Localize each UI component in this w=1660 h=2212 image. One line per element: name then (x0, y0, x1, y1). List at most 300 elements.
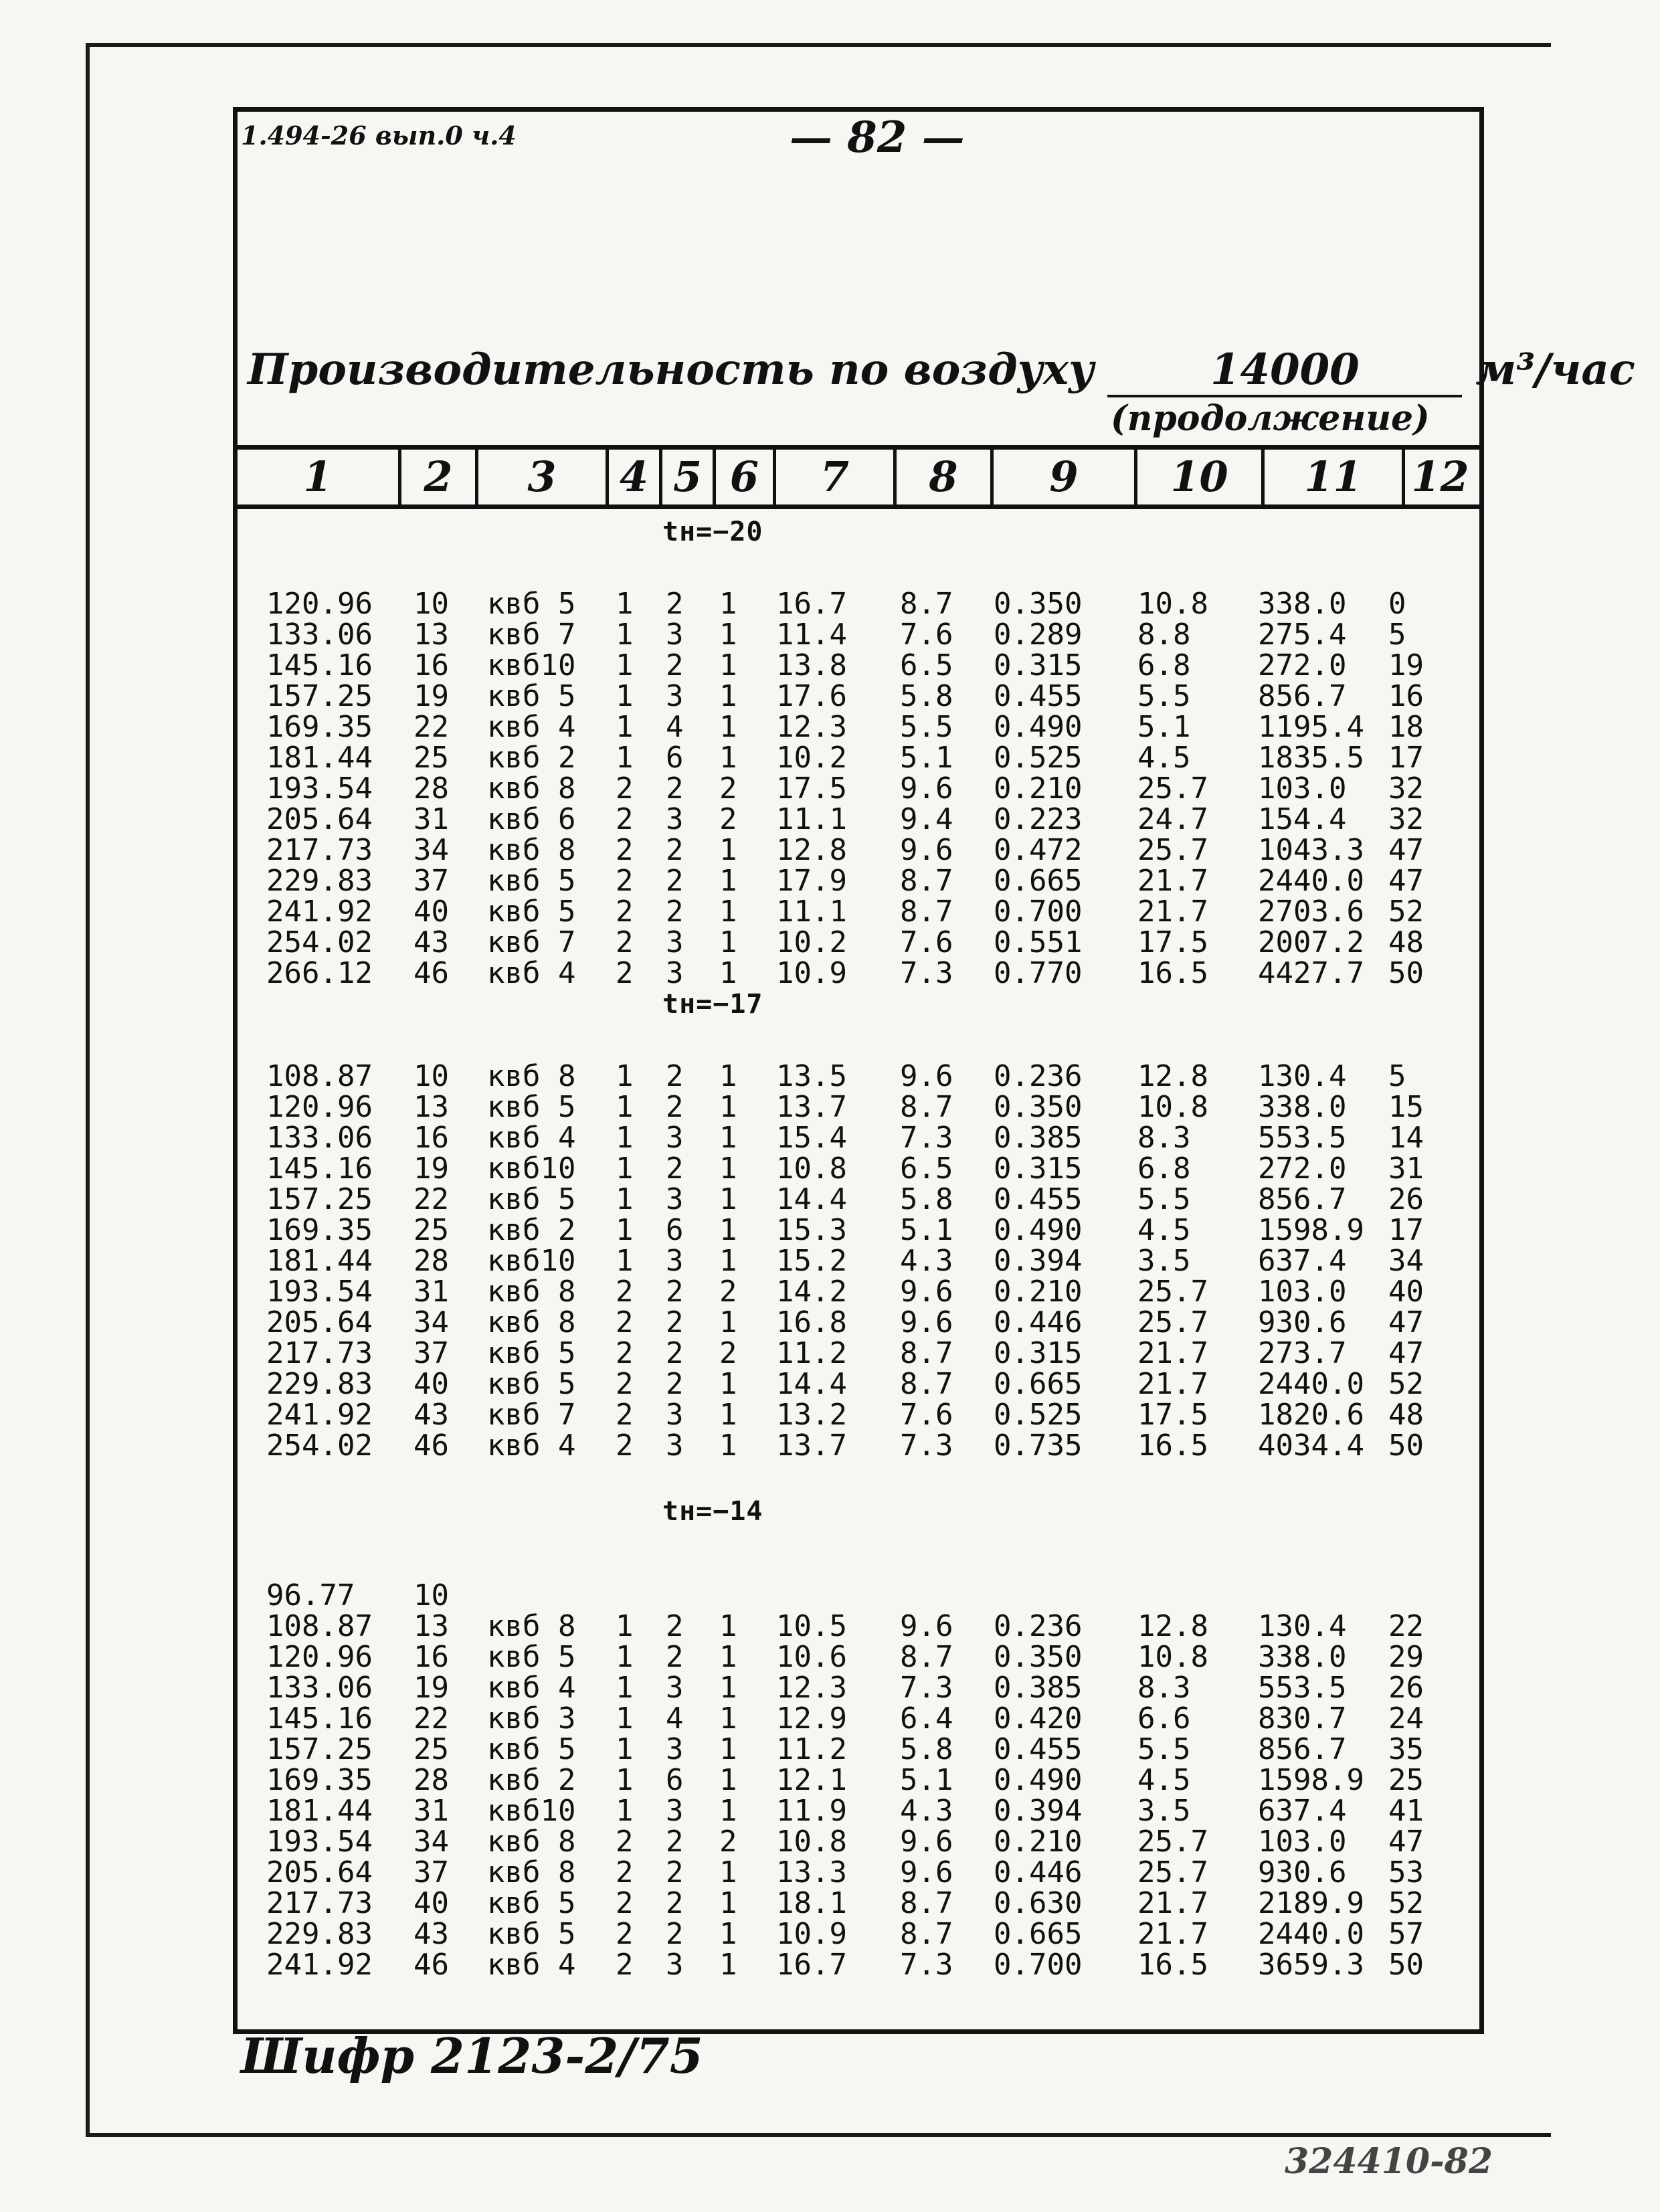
cell-col-4: 2 (616, 1336, 634, 1370)
cell-col-2: 22 (413, 710, 449, 744)
cell-col-12: 57 (1388, 1917, 1424, 1951)
cell-col-1: 120.96 (266, 1090, 373, 1124)
cell-col-12: 52 (1388, 1367, 1424, 1401)
cell-col-2: 31 (413, 1794, 449, 1828)
cell-col-6: 1 (719, 956, 737, 990)
cell-col-7: 11.2 (776, 1336, 847, 1370)
cell-col-9: 0.455 (994, 679, 1083, 713)
cell-col-8: 9.6 (900, 1305, 953, 1340)
cell-col-4: 1 (616, 1121, 634, 1155)
column-header-3: 3 (527, 452, 557, 501)
table-row (0, 1796, 1660, 1827)
cell-col-8: 8.7 (900, 1336, 953, 1370)
table-row (0, 897, 1660, 927)
cell-col-5: 3 (666, 1671, 684, 1705)
cell-col-11: 103.0 (1258, 771, 1347, 806)
table-row (0, 927, 1660, 958)
continuation-note: (продолжение) (1111, 398, 1430, 439)
table-row (0, 1857, 1660, 1888)
cell-col-8: 9.6 (900, 833, 953, 867)
cell-col-8: 5.1 (900, 1763, 953, 1797)
table-row (0, 1642, 1660, 1673)
cell-col-6: 1 (719, 1855, 737, 1890)
cell-col-11: 2440.0 (1258, 1917, 1364, 1951)
cell-col-2: 34 (413, 833, 449, 867)
cell-col-2: 25 (413, 1732, 449, 1766)
table-row (0, 1580, 1660, 1611)
cell-col-3: квб 2 (487, 1763, 576, 1797)
cell-col-9: 0.315 (994, 1336, 1083, 1370)
cell-col-7: 11.1 (776, 802, 847, 836)
column-header-4: 4 (619, 452, 649, 501)
cell-col-11: 4427.7 (1258, 956, 1364, 990)
cell-col-6: 1 (719, 587, 737, 621)
cell-col-4: 2 (616, 1948, 634, 1982)
cell-col-10: 21.7 (1137, 1336, 1208, 1370)
cell-col-12: 52 (1388, 895, 1424, 929)
cell-col-12: 32 (1388, 771, 1424, 806)
cell-col-7: 12.9 (776, 1701, 847, 1736)
cell-col-9: 0.394 (994, 1244, 1083, 1278)
cell-col-5: 3 (666, 1121, 684, 1155)
cell-col-12: 35 (1388, 1732, 1424, 1766)
cell-col-7: 13.8 (776, 648, 847, 682)
cell-col-8: 9.4 (900, 802, 953, 836)
cell-col-3: квб 5 (487, 1732, 576, 1766)
cell-col-7: 10.8 (776, 1151, 847, 1186)
cell-col-7: 11.9 (776, 1794, 847, 1828)
cell-col-4: 1 (616, 679, 634, 713)
cell-col-6: 1 (719, 1732, 737, 1766)
table-row (0, 1765, 1660, 1796)
cell-col-2: 28 (413, 1763, 449, 1797)
section-label: tн=−17 (662, 989, 763, 1020)
cell-col-12: 50 (1388, 1948, 1424, 1982)
cell-col-3: квб 4 (487, 710, 576, 744)
cell-col-6: 1 (719, 1428, 737, 1463)
cell-col-12: 15 (1388, 1090, 1424, 1124)
cell-col-7: 10.5 (776, 1609, 847, 1643)
cell-col-4: 1 (616, 1794, 634, 1828)
cell-col-1: 96.77 (266, 1578, 355, 1612)
cell-col-5: 2 (666, 771, 684, 806)
table-row (0, 1734, 1660, 1765)
cell-col-1: 169.35 (266, 1213, 373, 1247)
cell-col-11: 2007.2 (1258, 925, 1364, 959)
cell-col-6: 1 (719, 679, 737, 713)
cell-col-9: 0.236 (994, 1609, 1083, 1643)
cell-col-8: 9.6 (900, 1059, 953, 1093)
cell-col-5: 3 (666, 618, 684, 652)
cell-col-1: 193.54 (266, 771, 373, 806)
cell-col-5: 2 (666, 1886, 684, 1920)
cell-col-6: 1 (719, 1948, 737, 1982)
cell-col-2: 22 (413, 1701, 449, 1736)
cell-col-4: 1 (616, 1151, 634, 1186)
cell-col-1: 181.44 (266, 1794, 373, 1828)
cell-col-1: 133.06 (266, 1671, 373, 1705)
column-header-8: 8 (929, 452, 958, 501)
cell-col-4: 2 (616, 895, 634, 929)
cell-col-1: 157.25 (266, 1732, 373, 1766)
cell-col-2: 13 (413, 1609, 449, 1643)
cell-col-2: 28 (413, 771, 449, 806)
cell-col-8: 7.6 (900, 1398, 953, 1432)
cell-col-1: 229.83 (266, 1367, 373, 1401)
cell-col-7: 10.9 (776, 956, 847, 990)
cell-col-1: 157.25 (266, 1182, 373, 1216)
table-row (0, 743, 1660, 773)
outer-border-bottom (86, 2133, 1551, 2137)
cell-col-8: 5.8 (900, 1732, 953, 1766)
cell-col-12: 50 (1388, 1428, 1424, 1463)
cell-col-9: 0.210 (994, 1275, 1083, 1309)
cell-col-6: 1 (719, 864, 737, 898)
cell-col-4: 1 (616, 710, 634, 744)
cell-col-3: квб 3 (487, 1701, 576, 1736)
cell-col-10: 10.8 (1137, 587, 1208, 621)
cell-col-11: 830.7 (1258, 1701, 1347, 1736)
cell-col-4: 1 (616, 1059, 634, 1093)
cell-col-6: 1 (719, 1671, 737, 1705)
section-label: tн=−20 (662, 517, 763, 547)
cell-col-6: 1 (719, 1640, 737, 1674)
cell-col-10: 5.1 (1137, 710, 1191, 744)
cell-col-5: 3 (666, 1794, 684, 1828)
cell-col-6: 1 (719, 1917, 737, 1951)
cell-col-3: квб 5 (487, 1090, 576, 1124)
cell-col-2: 43 (413, 1398, 449, 1432)
cell-col-1: 229.83 (266, 1917, 373, 1951)
table-row (0, 620, 1660, 650)
cell-col-10: 17.5 (1137, 925, 1208, 959)
cell-col-12: 47 (1388, 864, 1424, 898)
cell-col-4: 2 (616, 1886, 634, 1920)
cell-col-8: 8.7 (900, 864, 953, 898)
cell-col-2: 19 (413, 1151, 449, 1186)
cell-col-1: 181.44 (266, 741, 373, 775)
table-row (0, 1400, 1660, 1431)
cell-col-5: 6 (666, 1763, 684, 1797)
cell-col-11: 1598.9 (1258, 1213, 1364, 1247)
cell-col-9: 0.315 (994, 648, 1083, 682)
cell-col-7: 14.2 (776, 1275, 847, 1309)
cell-col-1: 120.96 (266, 587, 373, 621)
cell-col-2: 46 (413, 1428, 449, 1463)
cell-col-3: квб 5 (487, 895, 576, 929)
cell-col-10: 6.8 (1137, 648, 1191, 682)
cell-col-2: 16 (413, 648, 449, 682)
cell-col-2: 19 (413, 1671, 449, 1705)
cell-col-1: 254.02 (266, 1428, 373, 1463)
cell-col-1: 229.83 (266, 864, 373, 898)
cell-col-3: квб 8 (487, 1825, 576, 1859)
cell-col-12: 25 (1388, 1763, 1424, 1797)
cell-col-11: 1835.5 (1258, 741, 1364, 775)
cell-col-11: 1195.4 (1258, 710, 1364, 744)
cell-col-3: квб 8 (487, 1059, 576, 1093)
table-row (0, 589, 1660, 620)
cell-col-11: 275.4 (1258, 618, 1347, 652)
cell-col-9: 0.446 (994, 1855, 1083, 1890)
cell-col-6: 1 (719, 895, 737, 929)
cell-col-11: 2440.0 (1258, 864, 1364, 898)
cell-col-11: 1043.3 (1258, 833, 1364, 867)
table-row (0, 773, 1660, 804)
cell-col-7: 12.3 (776, 1671, 847, 1705)
cell-col-12: 47 (1388, 1336, 1424, 1370)
cell-col-11: 103.0 (1258, 1275, 1347, 1309)
cell-col-12: 34 (1388, 1244, 1424, 1278)
cell-col-11: 3659.3 (1258, 1948, 1364, 1982)
cell-col-9: 0.490 (994, 1763, 1083, 1797)
cell-col-7: 17.9 (776, 864, 847, 898)
cell-col-5: 2 (666, 1059, 684, 1093)
cell-col-7: 17.6 (776, 679, 847, 713)
cell-col-7: 16.8 (776, 1305, 847, 1340)
cell-col-8: 8.7 (900, 587, 953, 621)
cell-col-8: 8.7 (900, 1090, 953, 1124)
cell-col-9: 0.490 (994, 1213, 1083, 1247)
cell-col-1: 241.92 (266, 1948, 373, 1982)
cell-col-5: 3 (666, 1948, 684, 1982)
cell-col-5: 2 (666, 648, 684, 682)
cell-col-12: 29 (1388, 1640, 1424, 1674)
cell-col-1: 217.73 (266, 1336, 373, 1370)
cell-col-9: 0.551 (994, 925, 1083, 959)
cell-col-12: 50 (1388, 956, 1424, 990)
cell-col-2: 40 (413, 895, 449, 929)
cell-col-11: 930.6 (1258, 1855, 1347, 1890)
cell-col-2: 31 (413, 1275, 449, 1309)
cell-col-5: 2 (666, 1825, 684, 1859)
cell-col-11: 2440.0 (1258, 1367, 1364, 1401)
cell-col-8: 7.3 (900, 1121, 953, 1155)
cell-col-4: 1 (616, 1244, 634, 1278)
cell-col-8: 8.7 (900, 1886, 953, 1920)
cell-col-12: 0 (1388, 587, 1406, 621)
cell-col-9: 0.289 (994, 618, 1083, 652)
cell-col-12: 22 (1388, 1609, 1424, 1643)
cell-col-10: 21.7 (1137, 1886, 1208, 1920)
cell-col-12: 47 (1388, 833, 1424, 867)
cell-col-10: 25.7 (1137, 1275, 1208, 1309)
cell-col-1: 254.02 (266, 925, 373, 959)
cell-col-7: 15.4 (776, 1121, 847, 1155)
cell-col-3: квб 5 (487, 1917, 576, 1951)
cell-col-10: 3.5 (1137, 1244, 1191, 1278)
cell-col-9: 0.385 (994, 1671, 1083, 1705)
cell-col-11: 1598.9 (1258, 1763, 1364, 1797)
cell-col-1: 193.54 (266, 1825, 373, 1859)
cell-col-7: 10.2 (776, 741, 847, 775)
cell-col-11: 2189.9 (1258, 1886, 1364, 1920)
cell-col-1: 205.64 (266, 802, 373, 836)
cell-col-7: 13.5 (776, 1059, 847, 1093)
cell-col-11: 273.7 (1258, 1336, 1347, 1370)
cell-col-11: 856.7 (1258, 1182, 1347, 1216)
cell-col-12: 5 (1388, 618, 1406, 652)
heading-unit: м³/час (1475, 345, 1635, 395)
cell-col-11: 338.0 (1258, 1090, 1347, 1124)
cell-col-11: 272.0 (1258, 1151, 1347, 1186)
table-row (0, 1184, 1660, 1215)
cell-col-11: 130.4 (1258, 1609, 1347, 1643)
column-header-1: 1 (303, 452, 333, 501)
table-row (0, 958, 1660, 989)
cell-col-4: 1 (616, 1182, 634, 1216)
cell-col-11: 856.7 (1258, 1732, 1347, 1766)
cell-col-1: 157.25 (266, 679, 373, 713)
cell-col-2: 28 (413, 1244, 449, 1278)
cell-col-12: 53 (1388, 1855, 1424, 1890)
cell-col-11: 553.5 (1258, 1121, 1347, 1155)
cell-col-7: 13.7 (776, 1090, 847, 1124)
cell-col-3: квб 8 (487, 1275, 576, 1309)
column-header-7: 7 (820, 452, 850, 501)
cell-col-3: квб 5 (487, 864, 576, 898)
cell-col-8: 7.3 (900, 1948, 953, 1982)
cell-col-1: 193.54 (266, 1275, 373, 1309)
cell-col-6: 1 (719, 618, 737, 652)
cell-col-3: квб 8 (487, 1609, 576, 1643)
cell-col-10: 4.5 (1137, 741, 1191, 775)
cell-col-6: 2 (719, 802, 737, 836)
cell-col-12: 5 (1388, 1059, 1406, 1093)
cell-col-3: квб 5 (487, 1640, 576, 1674)
cell-col-8: 8.7 (900, 1640, 953, 1674)
cell-col-8: 6.5 (900, 648, 953, 682)
cell-col-3: квб 4 (487, 1948, 576, 1982)
cell-col-6: 1 (719, 741, 737, 775)
cell-col-9: 0.665 (994, 864, 1083, 898)
cell-col-3: квб 8 (487, 833, 576, 867)
table-row (0, 1277, 1660, 1307)
column-header-row (238, 445, 1479, 509)
cell-col-5: 3 (666, 1428, 684, 1463)
cell-col-5: 6 (666, 1213, 684, 1247)
cell-col-9: 0.385 (994, 1121, 1083, 1155)
cell-col-12: 32 (1388, 802, 1424, 836)
cell-col-4: 1 (616, 1609, 634, 1643)
cell-col-3: квб10 (487, 1794, 576, 1828)
cell-col-4: 2 (616, 925, 634, 959)
cell-col-7: 10.8 (776, 1825, 847, 1859)
cell-col-7: 11.2 (776, 1732, 847, 1766)
cell-col-5: 2 (666, 587, 684, 621)
cell-col-3: квб 2 (487, 741, 576, 775)
cell-col-5: 2 (666, 1367, 684, 1401)
cell-col-9: 0.350 (994, 587, 1083, 621)
cell-col-10: 16.5 (1137, 1948, 1208, 1982)
cell-col-9: 0.472 (994, 833, 1083, 867)
cell-col-12: 14 (1388, 1121, 1424, 1155)
cell-col-5: 3 (666, 1732, 684, 1766)
cell-col-6: 2 (719, 771, 737, 806)
cell-col-3: квб 5 (487, 679, 576, 713)
cell-col-7: 17.5 (776, 771, 847, 806)
cell-col-2: 10 (413, 1059, 449, 1093)
cell-col-1: 145.16 (266, 1151, 373, 1186)
cell-col-7: 10.2 (776, 925, 847, 959)
cell-col-1: 205.64 (266, 1305, 373, 1340)
table-row (0, 1151, 1660, 1186)
cell-col-6: 1 (719, 1398, 737, 1432)
cell-col-3: квб10 (487, 1151, 576, 1186)
cell-col-12: 26 (1388, 1182, 1424, 1216)
cell-col-4: 1 (616, 1090, 634, 1124)
cell-col-5: 3 (666, 1398, 684, 1432)
cell-col-3: квб 5 (487, 1886, 576, 1920)
cell-col-3: квб 7 (487, 618, 576, 652)
cell-col-8: 9.6 (900, 1825, 953, 1859)
cell-col-11: 4034.4 (1258, 1428, 1364, 1463)
cell-col-6: 1 (719, 1059, 737, 1093)
cell-col-4: 1 (616, 1732, 634, 1766)
table-row (0, 1950, 1660, 1980)
cell-col-4: 2 (616, 1917, 634, 1951)
cell-col-3: квб 4 (487, 1671, 576, 1705)
document-reference: 1.494-26 вып.0 ч.4 (241, 120, 517, 151)
cell-col-7: 16.7 (776, 587, 847, 621)
cell-col-9: 0.446 (994, 1305, 1083, 1340)
cell-col-6: 1 (719, 1090, 737, 1124)
cell-col-11: 856.7 (1258, 679, 1347, 713)
cell-col-2: 22 (413, 1182, 449, 1216)
cell-col-5: 4 (666, 710, 684, 744)
cell-col-2: 34 (413, 1825, 449, 1859)
cell-col-10: 21.7 (1137, 1367, 1208, 1401)
cell-col-2: 40 (413, 1886, 449, 1920)
column-header-12: 12 (1411, 452, 1469, 501)
cell-col-3: квб 7 (487, 1398, 576, 1432)
cell-col-8: 8.7 (900, 1917, 953, 1951)
section-label: tн=−14 (662, 1496, 763, 1527)
cell-col-4: 2 (616, 802, 634, 836)
cell-col-3: квб 8 (487, 771, 576, 806)
cell-col-11: 2703.6 (1258, 895, 1364, 929)
cell-col-6: 1 (719, 1794, 737, 1828)
cell-col-10: 25.7 (1137, 1855, 1208, 1890)
cell-col-12: 47 (1388, 1305, 1424, 1340)
cell-col-10: 5.5 (1137, 1732, 1191, 1766)
cell-col-10: 25.7 (1137, 771, 1208, 806)
cell-col-6: 1 (719, 925, 737, 959)
cell-col-11: 1820.6 (1258, 1398, 1364, 1432)
cell-col-6: 1 (719, 833, 737, 867)
table-row (0, 1673, 1660, 1703)
cell-col-5: 2 (666, 1917, 684, 1951)
cell-col-11: 338.0 (1258, 1640, 1347, 1674)
cell-col-4: 2 (616, 833, 634, 867)
cell-col-7: 13.7 (776, 1428, 847, 1463)
cell-col-6: 1 (719, 1244, 737, 1278)
cell-col-5: 2 (666, 1640, 684, 1674)
cell-col-6: 1 (719, 1213, 737, 1247)
cell-col-2: 43 (413, 1917, 449, 1951)
cell-col-5: 2 (666, 1275, 684, 1309)
cell-col-12: 41 (1388, 1794, 1424, 1828)
cell-col-10: 5.5 (1137, 679, 1191, 713)
cell-col-8: 9.6 (900, 771, 953, 806)
cell-col-9: 0.700 (994, 895, 1083, 929)
cell-col-1: 108.87 (266, 1609, 373, 1643)
cell-col-4: 1 (616, 648, 634, 682)
cell-col-1: 145.16 (266, 648, 373, 682)
cell-col-7: 11.4 (776, 618, 847, 652)
cell-col-10: 16.5 (1137, 956, 1208, 990)
cell-col-8: 7.3 (900, 956, 953, 990)
